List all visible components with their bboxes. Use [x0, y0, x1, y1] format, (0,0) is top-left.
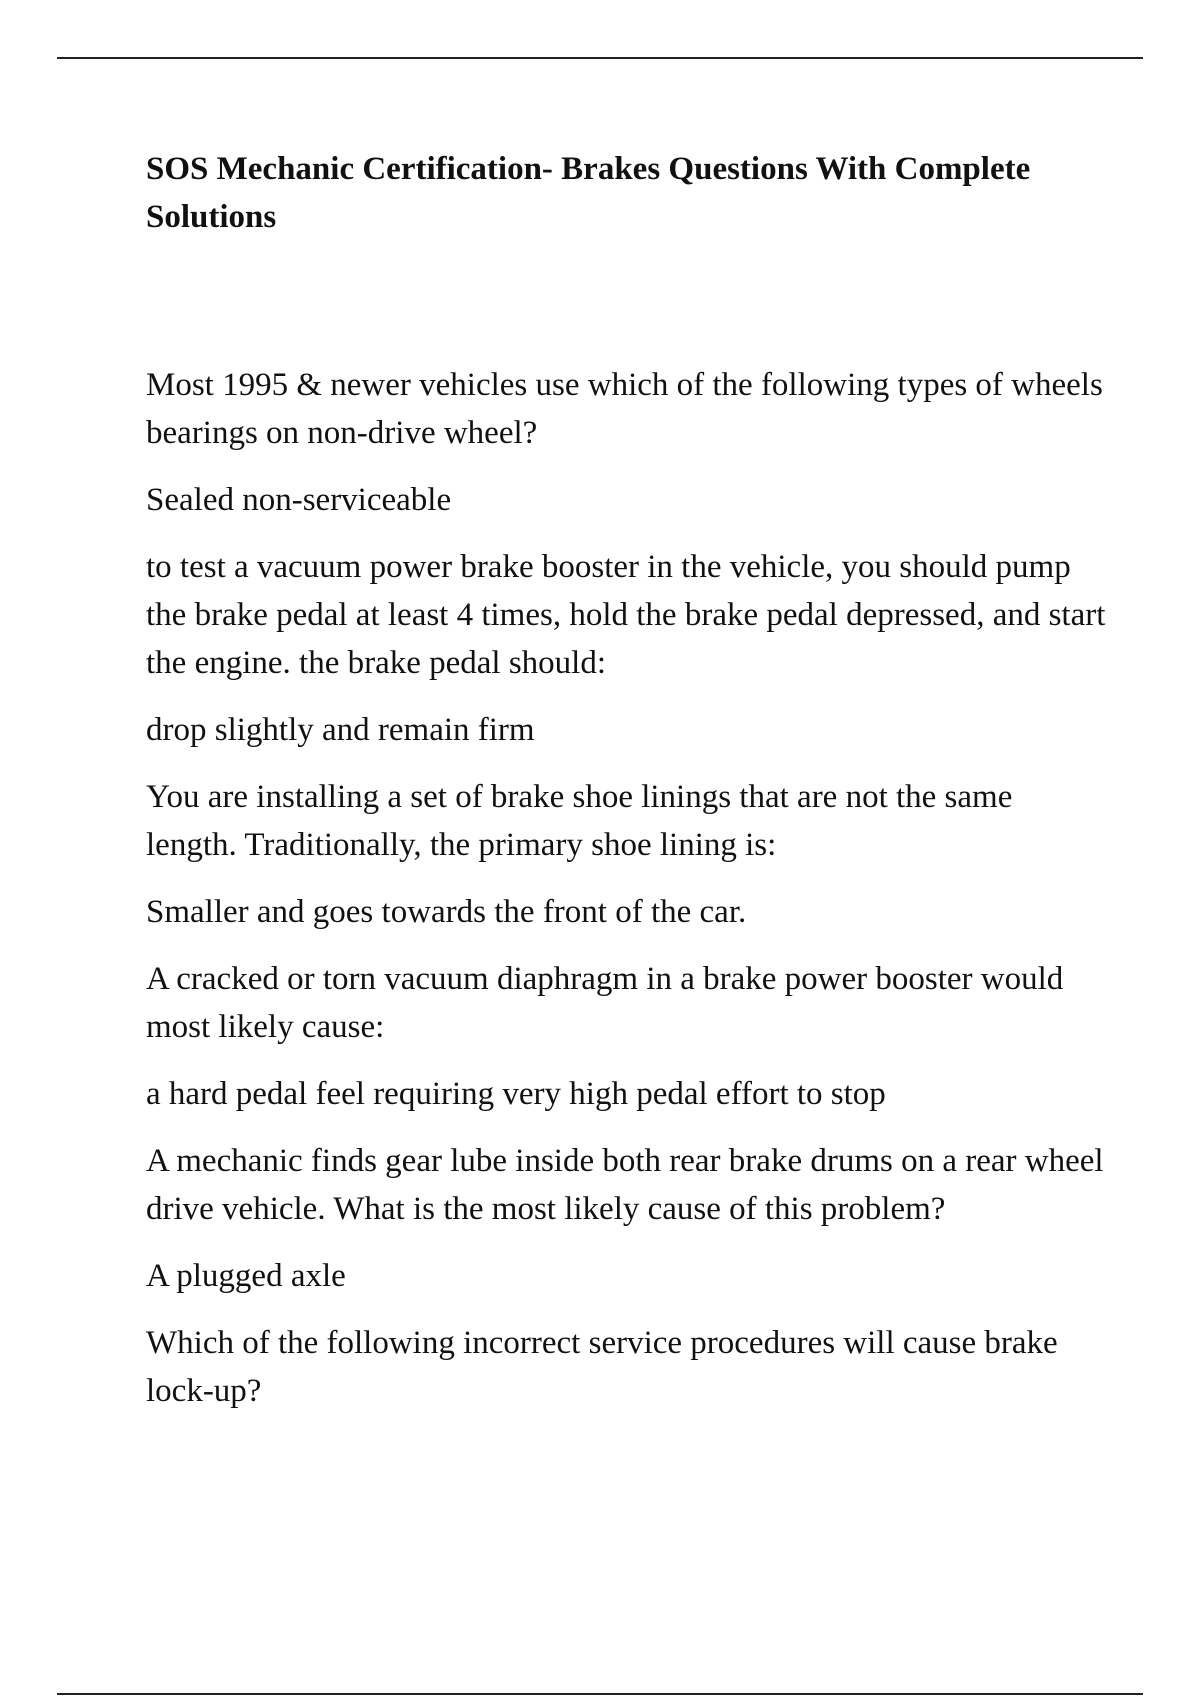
qa-item	[146, 773, 1106, 936]
answer-text: Smaller and goes towards the front of the car.	[146, 894, 747, 930]
footer-rule	[57, 1693, 1143, 1695]
answer-text: drop slightly and remain firm	[146, 712, 535, 748]
question-text: Which of the following incorrect service procedures will cause brake lock-up?	[146, 1325, 1058, 1409]
answer-text: A plugged axle	[146, 1258, 346, 1294]
page-content	[146, 145, 1106, 1434]
question-text: A cracked or torn vacuum diaphragm in a brake power booster would most likely cause:	[146, 961, 1064, 1045]
answer-text: Sealed non-serviceable	[146, 482, 452, 518]
question-text: You are installing a set of brake shoe linings that are not the same length. Traditionally, the primary shoe lining is:	[146, 779, 1013, 863]
qa-item	[146, 543, 1106, 754]
qa-item	[146, 1137, 1106, 1300]
answer-text: a hard pedal feel requiring very high pedal effort to stop	[146, 1076, 886, 1112]
qa-list	[146, 361, 1106, 1415]
qa-item	[146, 361, 1106, 524]
qa-item	[146, 955, 1106, 1118]
question-text: A mechanic finds gear lube inside both rear brake drums on a rear wheel drive vehicle. What is the most likely cause of this problem?	[146, 1143, 1104, 1227]
question-text: Most 1995 & newer vehicles use which of the following types of wheels bearings on non-drive wheel?	[146, 367, 1103, 451]
qa-item	[146, 1319, 1106, 1415]
document-title: SOS Mechanic Certification- Brakes Questions With Complete Solutions	[146, 151, 1031, 235]
question-text: to test a vacuum power brake booster in the vehicle, you should pump the brake pedal at least 4 times, hold the brake pedal depressed, and start the engine. the brake pedal should:	[146, 549, 1106, 681]
header-rule	[57, 57, 1143, 59]
